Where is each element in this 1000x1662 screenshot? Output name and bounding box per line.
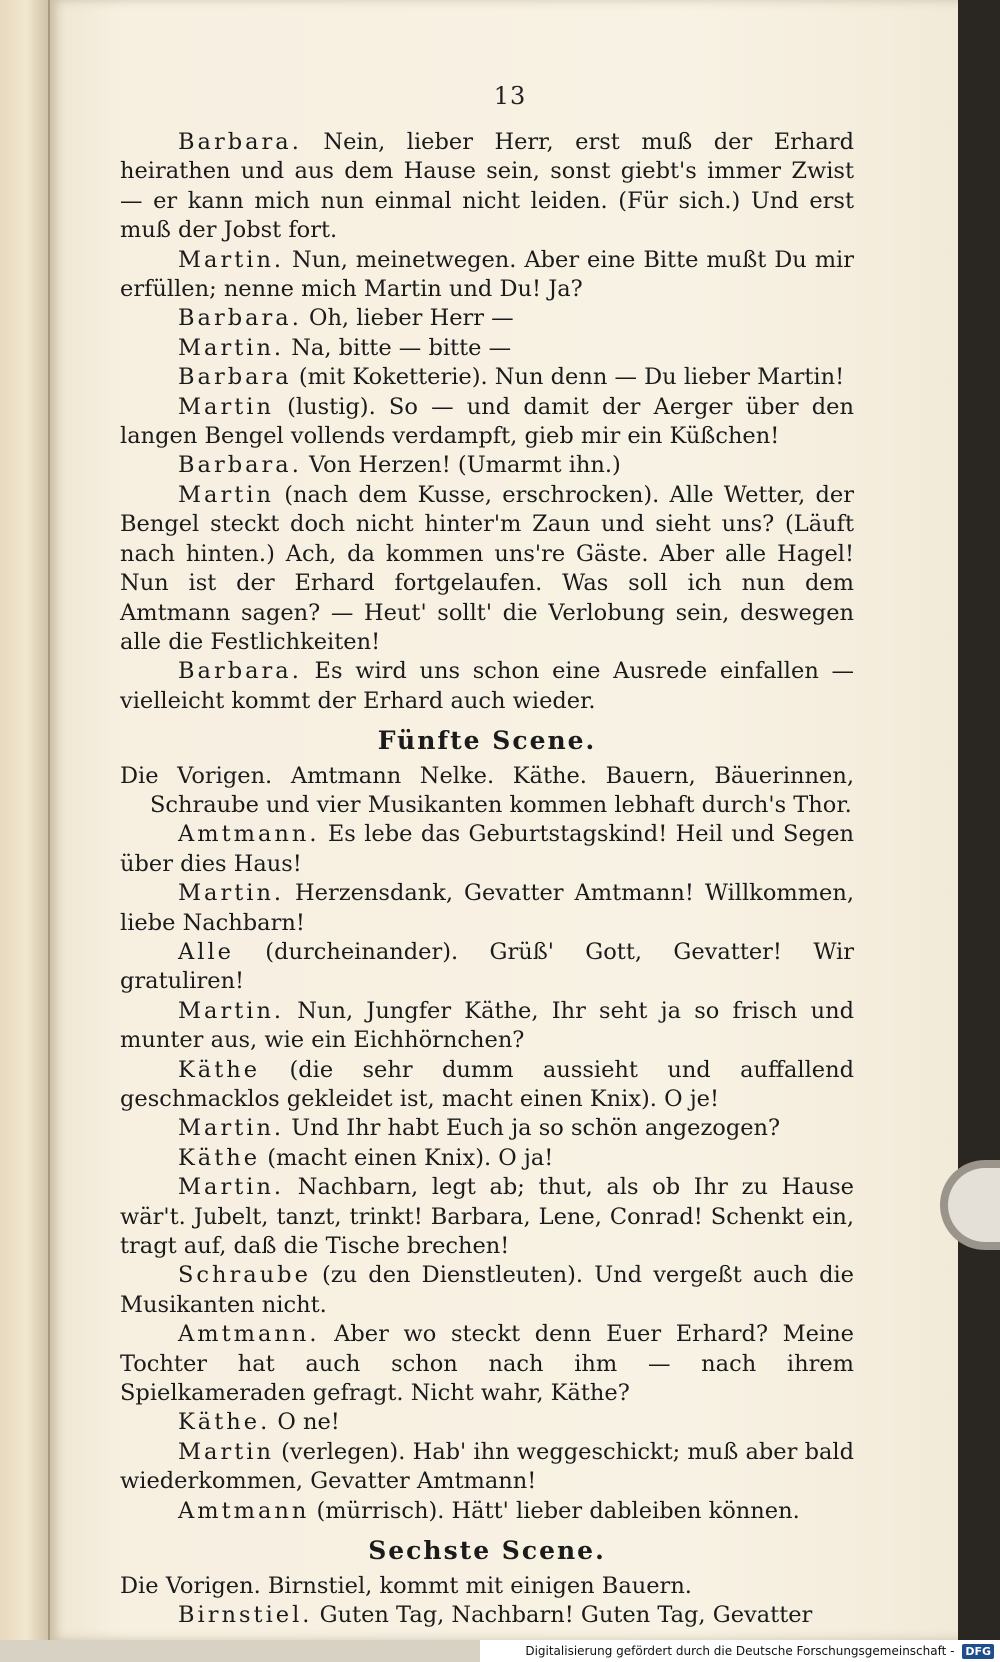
dialogue-line — [120, 1173, 854, 1261]
dialogue-line — [120, 879, 854, 938]
scene-heading-6: Sechste Scene. — [368, 1536, 606, 1566]
dialogue-line — [120, 1497, 854, 1526]
dialogue-line — [120, 393, 854, 452]
speaker-name: Amtmann. — [178, 1321, 320, 1348]
dialogue-text: (verlegen). Hab' ihn weggeschickt; muß aber bald wiederkommen, Gevatter Amtmann! — [120, 1438, 854, 1495]
speaker-name: Käthe — [178, 1056, 261, 1083]
speaker-name: Martin. — [178, 246, 285, 273]
speaker-name: Barbara. — [178, 129, 302, 155]
dialogue-text: (durcheinander). Grüß' Gott, Gevatter! Wir gratuliren! — [120, 938, 854, 995]
stage-direction-2: Die Vorigen. Birnstiel, kommt mit einigen Bauern. — [120, 1572, 692, 1599]
dialogue-text: Nein, lieber Herr, erst muß der Erhard heirathen und aus dem Hause sein, sonst giebt's immer Zwist — er kann mich nun einmal nicht leiden. (Für sich.) Und erst muß der Jobst fort. — [120, 129, 854, 244]
dialogue-line — [120, 1601, 854, 1630]
dialogue-line — [120, 451, 854, 480]
dialogue-line — [120, 1320, 854, 1408]
dialogue-text: Von Herzen! (Umarmt ihn.) — [301, 452, 621, 479]
scanner-background — [958, 0, 1000, 1662]
dialogue-text: Es wird uns schon eine Ausrede einfallen — vielleicht kommt der Erhard auch wieder. — [120, 658, 854, 714]
speaker-name: Martin — [178, 1438, 274, 1465]
dialogue-block-2 — [120, 820, 854, 1526]
dialogue-line — [120, 1261, 854, 1320]
dialogue-text: Na, bitte — bitte — — [284, 334, 512, 361]
scene-heading-5: Fünfte Scene. — [377, 726, 597, 756]
speaker-name: Birnstiel. — [178, 1601, 313, 1628]
speaker-name: Barbara. — [178, 452, 302, 479]
dialogue-line — [120, 1438, 854, 1497]
speaker-name: Schraube — [178, 1262, 311, 1289]
dialogue-block-1 — [120, 128, 854, 716]
dialogue-block-3 — [120, 1601, 854, 1630]
speaker-name: Barbara — [178, 364, 292, 391]
dialogue-text: Es lebe das Geburtstagskind! Heil und Segen über dies Haus! — [120, 821, 854, 877]
dialogue-text: Nachbarn, legt ab; thut, als ob Ihr zu Hause wär't. Jubelt, tanzt, trinkt! Barbara, Lene, Conrad! Schenkt ein, tragt auf, daß die Tische brechen! — [120, 1174, 854, 1260]
dialogue-line — [120, 334, 854, 363]
speaker-name: Alle — [178, 938, 234, 965]
footer-text: Digitalisierung gefördert durch die Deutsche Forschungsgemeinschaft - — [525, 1644, 955, 1658]
dialogue-text: Oh, lieber Herr — — [301, 305, 514, 332]
speaker-name: Käthe. — [178, 1409, 271, 1436]
dialogue-line — [120, 1408, 854, 1437]
page-number: 13 — [493, 82, 527, 110]
speaker-name: Martin — [178, 393, 274, 420]
dialogue-text: (nach dem Kusse, erschrocken). Alle Wetter, der Bengel steckt doch nicht hinter'm Zaun und sieht uns? (Läuft nach hinten.) Ach, da kommen uns're Gäste. Aber alle Hagel! Nun ist der Erhard fortgelaufen. Was soll ich nun dem Amtmann sagen? — Heut' sollt' die Verlobung sein, deswegen alle die Festlichkeiten! — [120, 481, 854, 655]
speaker-name: Barbara. — [178, 305, 302, 332]
dialogue-text: (macht einen Knix). O ja! — [260, 1144, 554, 1171]
speaker-name: Amtmann. — [178, 821, 320, 848]
speaker-name: Martin. — [178, 880, 285, 907]
speaker-name: Amtmann — [178, 1497, 310, 1524]
dialogue-text: (die sehr dumm aussieht und auffallend geschmacklos gekleidet ist, macht einen Knix). O je! — [120, 1056, 854, 1112]
speaker-name: Martin. — [178, 1115, 285, 1142]
dialogue-line — [120, 938, 854, 997]
dialogue-line — [120, 481, 854, 657]
dialogue-line — [120, 128, 854, 246]
dialogue-text: (mit Koketterie). Nun denn — Du lieber Martin! — [291, 364, 845, 391]
dialogue-line — [120, 1114, 854, 1143]
dialogue-line — [120, 1056, 854, 1115]
dialogue-text: (zu den Dienstleuten). Und vergeßt auch die Musikanten nicht. — [120, 1262, 854, 1318]
dialogue-text: Nun, meinetwegen. Aber eine Bitte mußt Du mir erfüllen; nenne mich Martin und Du! Ja? — [120, 246, 854, 303]
dialogue-text: O ne! — [270, 1409, 340, 1436]
speaker-name: Barbara. — [178, 658, 302, 685]
dialogue-line — [120, 304, 854, 333]
speaker-name: Käthe — [178, 1144, 261, 1171]
speaker-name: Martin. — [178, 334, 285, 361]
left-page-edge — [0, 0, 50, 1640]
dialogue-text: Herzensdank, Gevatter Amtmann! Willkommen, liebe Nachbarn! — [120, 880, 854, 936]
dialogue-text: Guten Tag, Nachbarn! Guten Tag, Gevatter — [312, 1601, 813, 1628]
dialogue-line — [120, 363, 854, 392]
dialogue-text: Und Ihr habt Euch ja so schön angezogen? — [284, 1115, 781, 1142]
footer-credit — [480, 1640, 1000, 1662]
dialogue-text: (mürrisch). Hätt' lieber dableiben können. — [309, 1497, 800, 1524]
dialogue-line — [120, 997, 854, 1056]
stage-direction-1: Die Vorigen. Amtmann Nelke. Käthe. Bauern, Bäuerinnen, Schraube und vier Musikanten kommen lebhaft durch's Thor. — [120, 762, 854, 818]
dialogue-line — [120, 820, 854, 879]
speaker-name: Martin. — [178, 997, 285, 1024]
page-text — [120, 128, 854, 1630]
dialogue-line — [120, 1144, 854, 1173]
dialogue-text: Aber wo steckt denn Euer Erhard? Meine Tochter hat auch schon nach ihm — nach ihrem Spielkameraden gefragt. Nicht wahr, Käthe? — [120, 1321, 854, 1407]
dialogue-text: (lustig). So — und damit der Aerger über den langen Bengel vollends verdampft, gieb mir ein Küßchen! — [120, 393, 854, 450]
speaker-name: Martin. — [178, 1174, 285, 1201]
dialogue-text: Nun, Jungfer Käthe, Ihr seht ja so frisch und munter aus, wie ein Eichhörnchen? — [120, 997, 854, 1054]
dialogue-line — [120, 246, 854, 305]
dialogue-line — [120, 657, 854, 716]
speaker-name: Martin — [178, 481, 274, 508]
dfg-logo: DFG — [962, 1644, 994, 1659]
